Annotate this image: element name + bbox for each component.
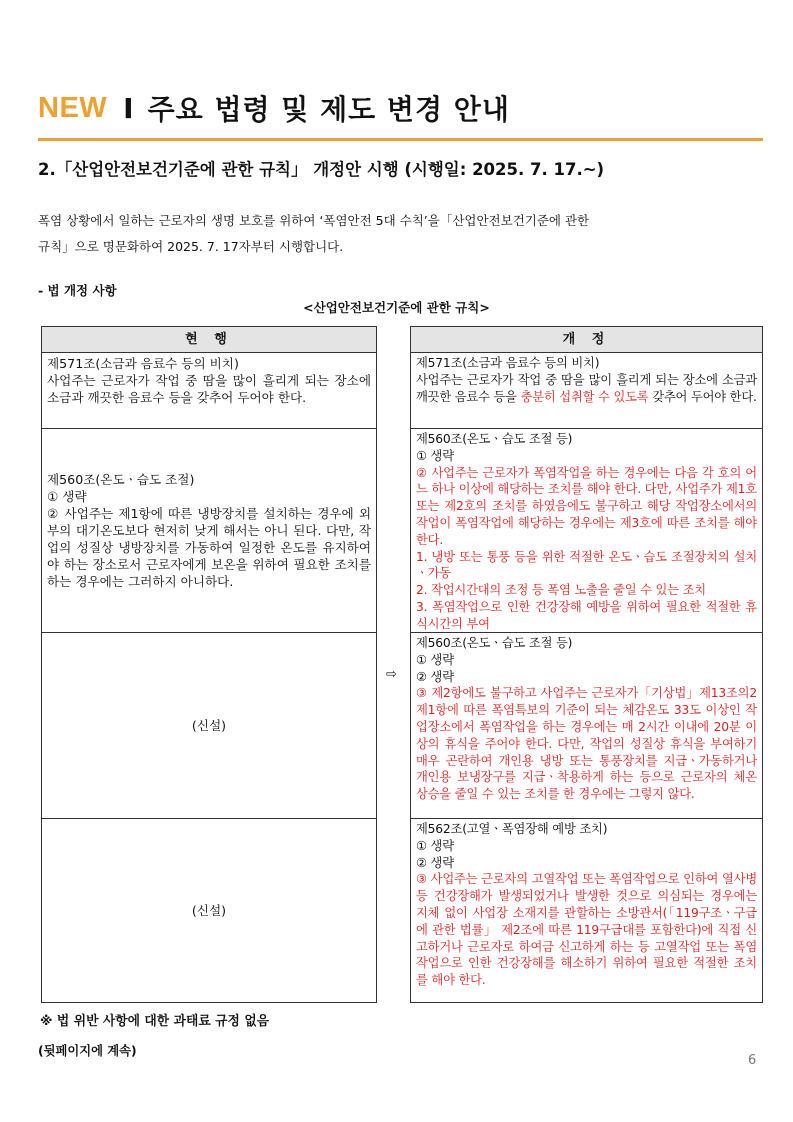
arrow-right-icon: ⇨ bbox=[386, 667, 397, 682]
article-item-3: 3. 폭염작업으로 인한 건강장해 예방을 위하여 필요한 적절한 휴식시간의 부여 bbox=[416, 599, 757, 631]
article-paragraph-3: ③ 사업주는 근로자의 고열작업 또는 폭염작업으로 인하여 열사병 등 건강장해가 발생되었거나 발생한 것으로 의심되는 경우에는 지체 없이 사업장 소재지를 관할하는 소방관서(「119구조ㆍ구급에 관한 법률」 제2조에 따른 119구급대를 포함한다)에 직접 신고하거나 근로자로 하여금 신고하게 하는 등 고열작업 또는 폭염작업으로 인한 건강장해를 해소하기 위하여 필요한 적절한 조치를 해야 한다. bbox=[416, 872, 757, 988]
intro-line-2: 규칙」으로 명문화하여 2025. 7. 17자부터 시행합니다. bbox=[38, 239, 344, 254]
footnote: ※ 법 위반 사항에 대한 과태료 규정 없음 bbox=[40, 1014, 270, 1029]
current-row-new-1 bbox=[42, 633, 376, 819]
revised-row-562 bbox=[411, 819, 762, 1002]
revised-row-560-new bbox=[411, 633, 762, 819]
intro-paragraph bbox=[38, 208, 738, 260]
article-paragraph-2: ② 사업주는 제1항에 따른 냉방장치를 설치하는 경우에 외부의 대기온도보다 현저히 낮게 해서는 아니 된다. 다만, 작업의 성질상 냉방장치를 가동하여 일정한 온도를 유지하여야 하는 장소로서 근로자에게 보온을 위하여 필요한 조치를 하는 경우에는 그러하지 아니하다. bbox=[47, 506, 371, 589]
article-title: 제562조(고열ㆍ폭염장해 예방 조치) bbox=[416, 822, 608, 836]
article-title: 제571조(소금과 음료수 등의 비치) bbox=[47, 356, 239, 371]
article-title: 제560조(온도ㆍ습도 조절 등) bbox=[416, 636, 573, 650]
article-paragraph-2: ② 생략 bbox=[416, 855, 454, 870]
page-number: 6 bbox=[748, 1053, 757, 1068]
new-provision-label: (신설) bbox=[191, 903, 227, 918]
article-body bbox=[416, 372, 757, 406]
article-item-2: 2. 작업시간대의 조정 등 폭염 노출을 줄일 수 있는 조치 bbox=[416, 583, 706, 598]
current-column bbox=[41, 326, 377, 1003]
current-row-new-2 bbox=[42, 819, 376, 1002]
header-divider bbox=[38, 138, 763, 141]
current-column-header: 현 행 bbox=[42, 327, 376, 353]
page-title: 주요 법령 및 제도 변경 안내 bbox=[147, 93, 510, 126]
article-item-1: 1. 냉방 또는 통풍 등을 위한 적절한 온도ㆍ습도 조절장치의 설치ㆍ가동 bbox=[416, 549, 757, 581]
amendment-label: - 법 개정 사항 bbox=[38, 283, 117, 298]
article-title: 제560조(온도ㆍ습도 조절) bbox=[47, 472, 195, 487]
body-text: 사업주는 근로자가 작업 중 땀을 많이 흘리게 되는 장소에 소금과 깨끗한 음료수 등을 bbox=[416, 372, 757, 404]
article-paragraph-1: ① 생략 bbox=[47, 489, 87, 504]
revised-row-560 bbox=[411, 429, 762, 633]
revised-row-571 bbox=[411, 353, 762, 429]
current-row-560 bbox=[42, 429, 376, 633]
amended-text: 충분히 섭취할 수 있도록 bbox=[520, 389, 649, 404]
intro-line-1: 폭염 상황에서 일하는 근로자의 생명 보호를 위하여 ‘폭염안전 5대 수칙’을「산업안전보건기준에 관한 bbox=[38, 213, 590, 228]
article-body: 사업주는 근로자가 작업 중 땀을 많이 흘리게 되는 장소에 소금과 깨끗한 음료수 등을 갖추어 두어야 한다. bbox=[47, 373, 371, 405]
continued-note: (뒷페이지에 계속) bbox=[38, 1044, 137, 1058]
new-badge: NEW bbox=[38, 91, 108, 124]
article-title: 제571조(소금과 음료수 등의 비치) bbox=[416, 356, 600, 370]
article-paragraph-1: ① 생략 bbox=[416, 652, 454, 667]
revised-column-header: 개 정 bbox=[411, 327, 762, 353]
current-row-571 bbox=[42, 353, 376, 429]
section-title: 2.「산업안전보건기준에 관한 규칙」 개정안 시행 (시행일: 2025. 7. 17.~) bbox=[38, 160, 605, 179]
article-paragraph-2: ② 사업주는 근로자가 폭염작업을 하는 경우에는 다음 각 호의 어느 하나 이상에 해당하는 조치를 해야 한다. 다만, 사업주가 제1호 또는 제2호의 조치를 하였음에도 불구하고 해당 작업장소에서의 작업이 폭염작업에 해당하는 경우에는 제3호에 따른 조치를 해야 한다. bbox=[416, 465, 757, 547]
revised-column bbox=[410, 326, 763, 1003]
article-paragraph-2: ② 생략 bbox=[416, 669, 454, 684]
new-provision-label: (신설) bbox=[191, 718, 227, 733]
article-title: 제560조(온도ㆍ습도 조절 등) bbox=[416, 432, 573, 446]
table-caption: <산업안전보건기준에 관한 규칙> bbox=[303, 300, 490, 315]
body-text: 갖추어 두어야 한다. bbox=[648, 389, 757, 404]
article-paragraph-1: ① 생략 bbox=[416, 838, 454, 853]
article-paragraph-1: ① 생략 bbox=[416, 448, 454, 463]
article-paragraph-3: ③ 제2항에도 불구하고 사업주는 근로자가「기상법」제13조의2제1항에 따른 폭염특보의 기준이 되는 체감온도 33도 이상인 작업장소에서 폭염작업을 하는 경우에는 매 2시간 이내에 20분 이상의 휴식을 주어야 한다. 다만, 작업의 성질상 휴식을 부여하기 매우 곤란하여 개인용 냉방 또는 통풍장치를 지급ㆍ가동하거나 개인용 보냉장구를 지급ㆍ착용하게 하는 등으로 근로자의 체온 상승을 줄일 수 있는 조치를 한 경우에는 그렇지 않다. bbox=[416, 686, 757, 802]
page-header bbox=[38, 88, 510, 128]
header-separator: I bbox=[123, 91, 134, 125]
